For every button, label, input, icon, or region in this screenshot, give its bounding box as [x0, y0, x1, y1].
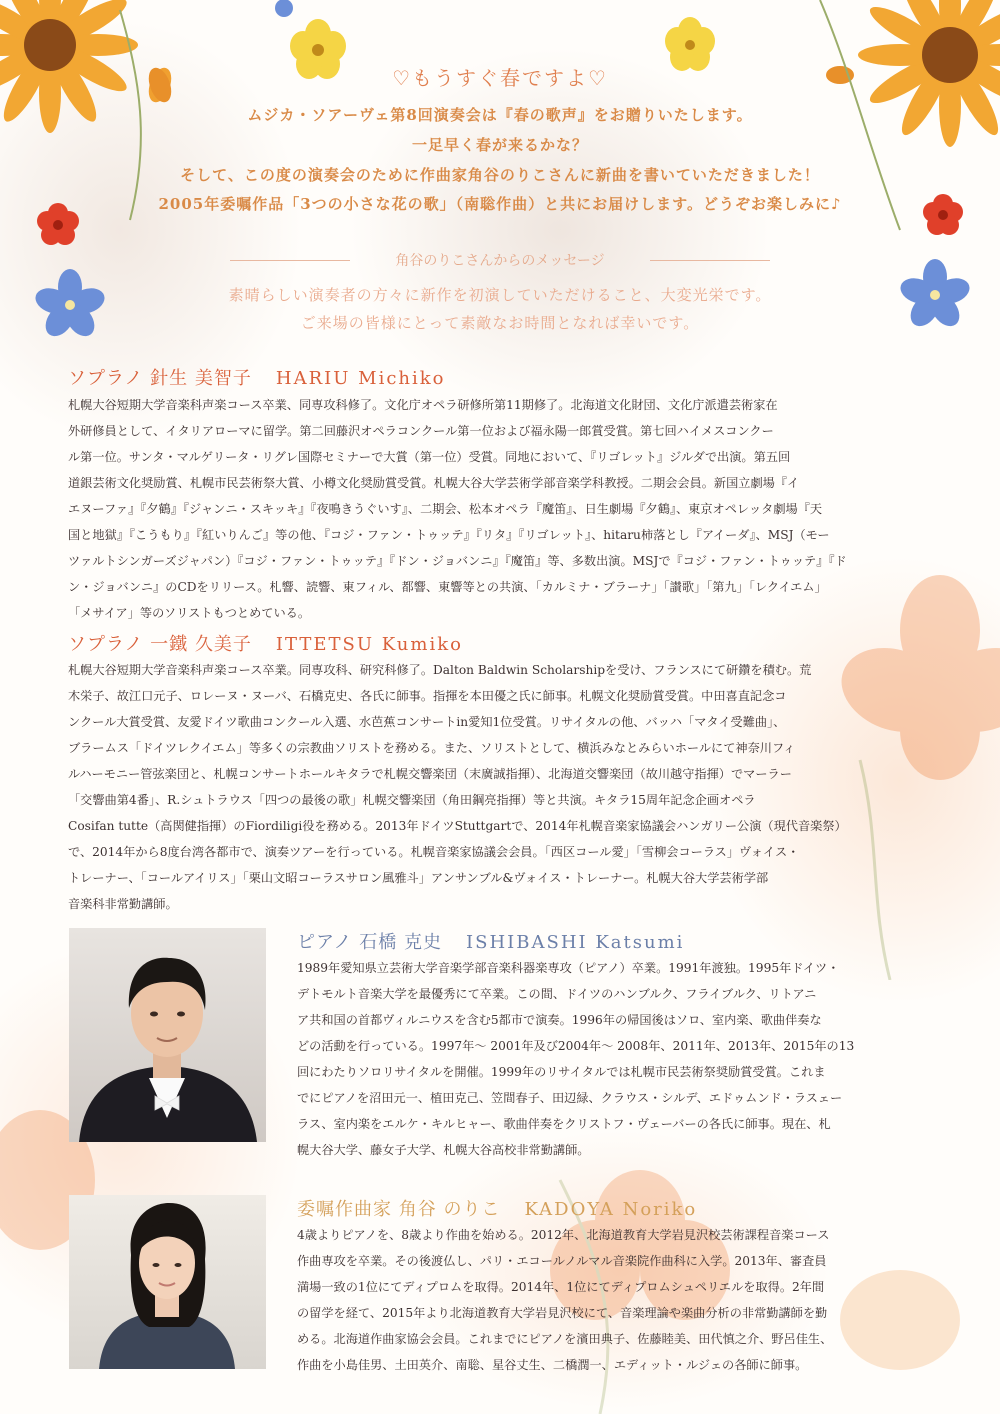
bio-line: 道銀芸術文化奨励賞、札幌市民芸術祭大賞、小樽文化奨励賞受賞。札幌大谷大学芸術学部音楽学科教授。二期会会員。新国立劇場『イ — [68, 476, 800, 490]
performer-name-jp: ソプラノ 針生 美智子 — [68, 368, 252, 389]
flower-decoration-top-center — [270, 0, 380, 110]
bio-line: どの活動を行っている。1997年～ 2001年及び2004年～ 2008年、2011年、2013年、2015年の13 — [297, 1039, 855, 1053]
bio-line: ツァルトシンガーズジャパン）『コジ・ファン・トゥッテ』『ドン・ジョバンニ』『魔笛』等、多数出演。MSJで『コジ・ファン・トゥッテ』『ド — [68, 554, 847, 568]
bio-line: 音楽科非常勤講師。 — [68, 897, 178, 911]
performer-name-kadoya — [297, 1195, 697, 1221]
bio-line: める。北海道作曲家協会会員。これまでにピアノを濱田典子、佐藤睦美、田代慎之介、野呂佳生、 — [297, 1332, 833, 1346]
performer-name-jp: 委嘱作曲家 角谷 のりこ — [297, 1199, 501, 1220]
performer-bio-kadoya — [297, 1222, 937, 1378]
performer-name-jp: ピアノ 石橋 克史 — [297, 932, 443, 953]
bio-line: ン・ジョバンニ』のCDをリリース。札響、読響、東フィル、都響、東響等との共演、「カルミナ・ブラーナ」「讃歌」「第九」「レクイエム」 — [68, 580, 827, 594]
performer-name-en: KADOYA Noriko — [524, 1199, 698, 1220]
intro-line: 一足早く春が来るかな？ — [411, 136, 588, 154]
bio-line: 木栄子、故江口元子、ロレーヌ・ヌーバ、石橋克史、各氏に師事。指揮を本田優之氏に師事。札幌文化奨励賞受賞。中田喜直記念コ — [68, 689, 787, 703]
bio-line: 満場一致の1位にてディプロムを取得。2014年、1位にてディプロムシュペリエルを取得。2年間 — [297, 1280, 825, 1294]
intro-line: 2005年委嘱作品「3つの小さな花の歌」（南聡作曲）と共にお届けします。どうぞお楽しみに♪ — [158, 195, 842, 213]
intro-line: そして、この度の演奏会のために作曲家角谷のりこさんに新曲を書いていただきました！ — [180, 166, 820, 184]
performer-bio-ishibashi — [297, 955, 937, 1163]
bio-line: デトモルト音楽大学を最優秀にて卒業。この間、ドイツのハンブルク、フライブルク、リトアニ — [297, 987, 817, 1001]
bio-line: 作曲を小島佳男、土田英介、南聡、星谷丈生、二橋潤一、エディット・ルジェの各師に師事。 — [297, 1358, 808, 1372]
bio-line: ル第一位。サンタ・マルゲリータ・リグレ国際セミナーで大賞（第一位）受賞。同地において、『リゴレット』ジルダで出演。第五回 — [68, 450, 791, 464]
bio-line: 「交響曲第4番」、R.シュトラウス「四つの最後の歌」札幌交響楽団（角田鋼亮指揮）等と共演。キタラ15周年記念企画オペラ — [68, 793, 756, 807]
bio-line: 幌大谷大学、藤女子大学、札幌大谷高校非常勤講師。 — [297, 1143, 590, 1157]
bio-line: ンクール大賞受賞、友愛ドイツ歌曲コンクール入選、水芭蕉コンサートin愛知1位受賞。リサイタルの他、バッハ「マタイ受難曲」、 — [68, 715, 786, 729]
bio-line: 回にわたりソロリサイタルを開催。1999年のリサイタルでは札幌市民芸術祭奨励賞受賞。これま — [297, 1065, 826, 1079]
bio-line: ア共和国の首都ヴィルニウスを含む5都市で演奏。1996年の帰国後はソロ、室内楽、歌曲伴奏な — [297, 1013, 822, 1027]
performer-name-jp: ソプラノ 一鐵 久美子 — [68, 634, 252, 655]
intro-heading: ♡もうすぐ春ですよ♡ — [392, 66, 608, 90]
bio-line: エヌーファ』『夕鶴』『ジャンニ・スキッキ』『夜鳴きうぐいす』、二期会、松本オペラ『魔笛』、日生劇場『夕鶴』、東京オペレッタ劇場『天 — [68, 502, 823, 516]
bio-line: 札幌大谷短期大学音楽科声楽コース卒業、同専攻科修了。文化庁オペラ研修所第11期修了。北海道文化財団、文化庁派遣芸術家在 — [68, 398, 778, 412]
bio-line: 4歳よりピアノを、8歳より作曲を始める。2012年、北海道教育大学岩見沢校芸術課程音楽コース — [297, 1228, 830, 1242]
bio-line: 「メサイア」等のソリストもつとめている。 — [68, 606, 311, 620]
pianist-photo — [69, 928, 266, 1142]
performer-name-ishibashi — [297, 928, 684, 954]
bio-line: で、2014年から8度台湾各都市で、演奏ツアーを行っている。札幌音楽家協議会会員。「西区コール愛」「雪柳会コーラス」ヴォイス・ — [68, 845, 800, 859]
bio-line: 外研修員として、イタリアローマに留学。第二回藤沢オペラコンクール第一位および福永陽一郎賞受賞。第七回ハイメスコンクー — [68, 424, 774, 438]
bio-line: ラス、室内楽をエルケ・キルヒャー、歌曲伴奏をクリストフ・ヴェーバーの各氏に師事。現在、札 — [297, 1117, 831, 1131]
bio-line: 作曲専攻を卒業。その後渡仏し、パリ・エコールノルマル音楽院作曲科に入学。2013年、審査員 — [297, 1254, 827, 1268]
composer-photo — [69, 1195, 266, 1369]
performer-name-en: HARIU Michiko — [275, 368, 446, 389]
bio-line: ルハーモニー管弦楽団と、札幌コンサートホールキタラで札幌交響楽団（末廣誠指揮）、北海道交響楽団（故川越守指揮）でマーラー — [68, 767, 792, 781]
bio-line: 札幌大谷短期大学音楽科声楽コース卒業。同専攻科、研究科修了。Dalton Baldwin Scholarshipを受け、フランスにて研鑽を積む。荒 — [68, 663, 812, 677]
message-line: 素晴らしい演奏者の方々に新作を初演していただけること、大変光栄です。 — [228, 286, 772, 304]
bio-line: 国と地獄』『こうもり』『紅いりんご』等の他、『コジ・ファン・トゥッテ』『リタ』『リゴレット』、hitaru柿落とし『アイーダ』、MSJ（モー — [68, 528, 830, 542]
performer-bio-ittetsu — [68, 657, 938, 917]
bio-line: Cosifan tutte（高関健指揮）のFiordiligi役を務める。2013年ドイツStuttgartで、2014年札幌音楽家協議会ハンガリー公演（現代音楽祭） — [68, 819, 847, 833]
message-line: ご来場の皆様にとって素敵なお時間となれば幸いです。 — [300, 314, 700, 332]
bio-line: でにピアノを沼田元一、植田克己、笠間春子、田辺緑、クラウス・シルデ、エドゥムンド・ラスェー — [297, 1091, 843, 1105]
performer-name-hariu — [68, 364, 446, 390]
performer-bio-hariu — [68, 392, 938, 626]
bio-line: ブラームス「ドイツレクイエム」等多くの宗教曲ソリストを務める。また、ソリストとして、横浜みなとみらいホールにて神奈川フィ — [68, 741, 796, 755]
performer-name-en: ISHIBASHI Katsumi — [466, 932, 685, 953]
performer-name-ittetsu — [68, 630, 463, 656]
intro-line: ムジカ・ソアーヴェ第8回演奏会は『春の歌声』をお贈りいたします。 — [247, 106, 753, 124]
message-title: 角谷のりこさんからのメッセージ — [230, 250, 770, 270]
bio-line: トレーナー、「コールアイリス」「栗山文昭コーラスサロン風雅斗」アンサンブル&ヴォイス・トレーナー。札幌大谷大学芸術学部 — [68, 871, 769, 885]
bio-line: 1989年愛知県立芸術大学音楽学部音楽科器楽専攻（ピアノ）卒業。1991年渡独。1995年ドイツ・ — [297, 961, 840, 975]
bio-line: の留学を経て、2015年より北海道教育大学岩見沢校にて、音楽理論や楽曲分析の非常勤講師を勤 — [297, 1306, 828, 1320]
performer-name-en: ITTETSU Kumiko — [275, 634, 463, 655]
